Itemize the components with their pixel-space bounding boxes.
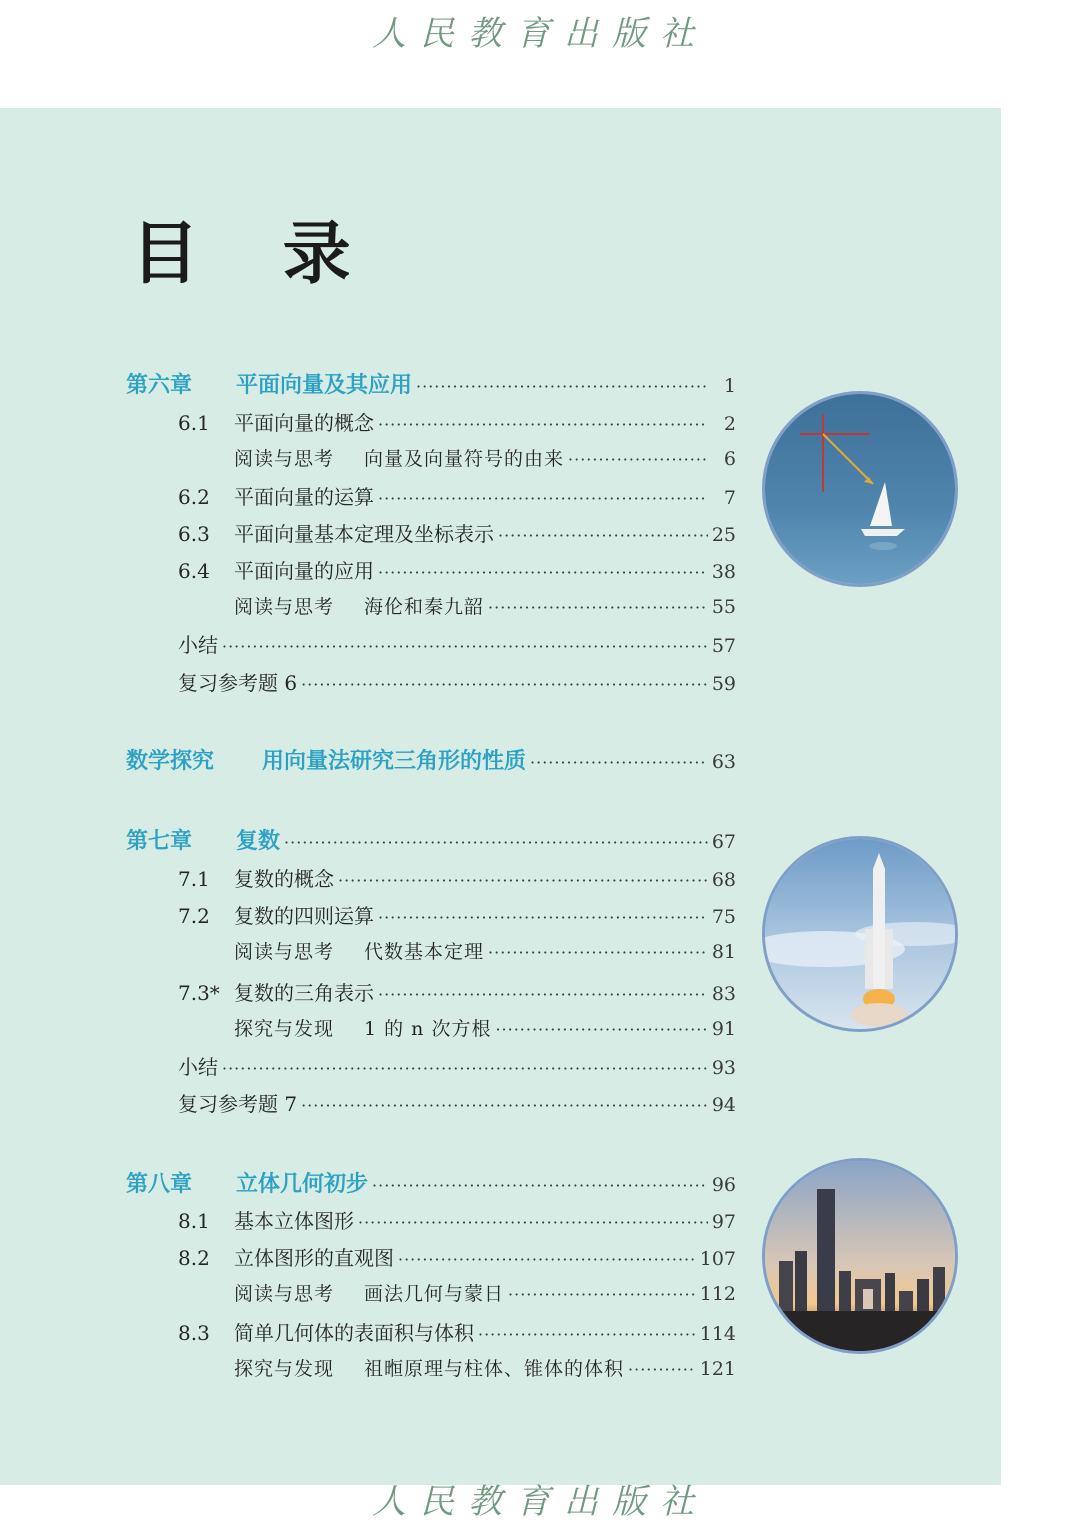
- toc-row-plain[interactable]: [178, 1051, 736, 1080]
- toc-page-number: 1: [723, 375, 736, 397]
- dot-leader: [284, 833, 708, 852]
- toc-entry-label: [178, 977, 374, 1006]
- dot-leader: [508, 1285, 696, 1304]
- toc-entry-label: [178, 900, 374, 929]
- toc-entry-number: 第八章: [126, 1172, 193, 1197]
- toc-page-number: 2: [723, 413, 736, 435]
- toc-entry-tag: 阅读与思考: [234, 596, 335, 618]
- dot-leader: [478, 1325, 696, 1344]
- toc-entry-label: [178, 407, 374, 436]
- toc-entry-label: [178, 1051, 218, 1080]
- toc-entry-label: [126, 1167, 368, 1198]
- toc-entry-title: 基本立体图形: [234, 1209, 354, 1233]
- toc-entry-tag: 探究与发现: [234, 1358, 335, 1380]
- toc-entry-title: 画法几何与蒙日: [364, 1283, 505, 1305]
- toc-page-number: 91: [711, 1018, 736, 1040]
- toc-entry-label: [126, 368, 412, 399]
- dot-leader: [568, 450, 708, 469]
- toc-entry-number: 8.2: [178, 1246, 210, 1270]
- toc-entry-title: 平面向量的概念: [234, 411, 374, 435]
- toc-entry-label: [178, 1317, 474, 1346]
- dot-leader: [301, 675, 708, 694]
- toc-row-section[interactable]: [178, 407, 736, 436]
- toc-row-reading[interactable]: [234, 937, 736, 964]
- dot-leader: [495, 1020, 707, 1039]
- toc-entry-label: [178, 629, 218, 658]
- toc-entry-title: 代数基本定理: [364, 941, 485, 963]
- dot-leader: [378, 415, 708, 434]
- toc-page-number: 121: [699, 1358, 736, 1380]
- toc-entry-title: 平面向量及其应用: [236, 373, 413, 398]
- toc-entry-number: 第七章: [126, 829, 193, 854]
- toc-entry-number: 8.3: [178, 1321, 210, 1345]
- dot-leader: [378, 489, 708, 508]
- toc-row-plain[interactable]: [178, 1088, 736, 1117]
- toc-row-chapter[interactable]: [126, 368, 736, 399]
- toc-entry-label: [234, 1279, 504, 1306]
- toc-row-chapter[interactable]: [126, 824, 736, 855]
- toc-entry-title: 向量及向量符号的由来: [364, 448, 565, 470]
- toc-entry-label: [178, 1088, 297, 1117]
- toc-entry-title: 1 的 n 次方根: [364, 1018, 492, 1040]
- toc-entry-title: 复数的概念: [234, 867, 334, 891]
- toc-row-reading[interactable]: [234, 1354, 736, 1381]
- toc-row-section[interactable]: [178, 518, 736, 547]
- toc-entry-number: 6.2: [178, 485, 210, 509]
- toc-entry-title: 简单几何体的表面积与体积: [234, 1321, 474, 1345]
- toc-entry-label: [234, 592, 484, 619]
- toc-entry-label: [234, 1014, 491, 1041]
- toc-page-number: 83: [711, 983, 736, 1005]
- dot-leader: [378, 908, 708, 927]
- city-skyline-photo: [762, 1158, 958, 1354]
- toc-entry-tag: 阅读与思考: [234, 941, 335, 963]
- toc-entry-title: 平面向量的应用: [234, 559, 374, 583]
- dot-leader: [338, 871, 708, 890]
- dot-leader: [222, 1059, 708, 1078]
- dot-leader: [372, 1176, 708, 1195]
- dot-leader: [358, 1213, 708, 1232]
- toc-page-number: 97: [711, 1211, 736, 1233]
- toc-row-plain[interactable]: [178, 629, 736, 658]
- toc-row-section[interactable]: [178, 555, 736, 584]
- toc-row-chapter[interactable]: [126, 1167, 736, 1198]
- dot-leader: [378, 563, 708, 582]
- toc-entry-number: 6.4: [178, 559, 210, 583]
- toc-entry-label: [178, 481, 374, 510]
- toc-entry-title: 复数的四则运算: [234, 904, 374, 928]
- toc-page-number: 59: [711, 673, 736, 695]
- dot-leader: [498, 526, 708, 545]
- toc-page-number: 112: [699, 1283, 736, 1305]
- toc-page-number: 63: [711, 751, 736, 773]
- toc-entry-title: 小结: [178, 633, 218, 657]
- toc-entry-label: [234, 937, 484, 964]
- toc-page-number: 25: [711, 524, 736, 546]
- toc-entry-title: 立体图形的直观图: [234, 1246, 394, 1270]
- toc-row-section[interactable]: [178, 1317, 736, 1346]
- toc-entry-number: 7.1: [178, 867, 210, 891]
- toc-row-chapter[interactable]: [126, 744, 736, 775]
- dot-leader: [416, 377, 708, 396]
- toc-row-section[interactable]: [178, 1242, 736, 1271]
- toc-page-number: 114: [699, 1323, 736, 1345]
- toc-entry-number: 6.1: [178, 411, 210, 435]
- toc-page-number: 93: [711, 1057, 736, 1079]
- toc-row-section[interactable]: [178, 900, 736, 929]
- toc-entry-label: [234, 1354, 624, 1381]
- toc-row-reading[interactable]: [234, 592, 736, 619]
- toc-row-reading[interactable]: [234, 1014, 736, 1041]
- toc-page-number: 96: [711, 1174, 736, 1196]
- toc-row-section[interactable]: [178, 863, 736, 892]
- dot-leader: [488, 598, 708, 617]
- page-title: 目 录: [131, 214, 381, 294]
- toc-entry-tag: 阅读与思考: [234, 1283, 335, 1305]
- toc-row-reading[interactable]: [234, 444, 736, 471]
- toc-entry-title: 复数: [236, 829, 281, 854]
- toc-entry-number: 第六章: [126, 373, 193, 398]
- toc-page-number: 57: [711, 635, 736, 657]
- toc-page-number: 107: [699, 1248, 736, 1270]
- dot-leader: [378, 985, 708, 1004]
- toc-entry-title: 祖暅原理与柱体、锥体的体积: [364, 1358, 625, 1380]
- toc-row-section[interactable]: [178, 977, 736, 1006]
- toc-row-section[interactable]: [178, 481, 736, 510]
- rocket-launch-photo: [762, 836, 958, 1032]
- dot-leader: [628, 1360, 696, 1379]
- toc-entry-tag: 阅读与思考: [234, 448, 335, 470]
- toc-entry-label: [178, 1242, 394, 1271]
- toc-entry-title: 平面向量的运算: [234, 485, 374, 509]
- toc-page-number: 68: [711, 869, 736, 891]
- toc-row-reading[interactable]: [234, 1279, 736, 1306]
- toc-entry-number: 7.3*: [178, 981, 220, 1005]
- toc-entry-title: 海伦和秦九韶: [364, 596, 485, 618]
- toc-entry-title: 复数的三角表示: [234, 981, 374, 1005]
- publisher-logo-bottom: 人民教育出版社: [372, 1482, 708, 1522]
- toc-entry-number: 7.2: [178, 904, 210, 928]
- toc-entry-label: [178, 1205, 354, 1234]
- publisher-logo-top: 人民教育出版社: [372, 14, 708, 54]
- sailboat-vector-photo: [762, 391, 958, 587]
- toc-entry-label: [178, 863, 334, 892]
- toc-page-number: 75: [711, 906, 736, 928]
- toc-row-plain[interactable]: [178, 667, 736, 696]
- toc-entry-label: [178, 518, 494, 547]
- dot-leader: [398, 1250, 696, 1269]
- toc-entry-title: 用向量法研究三角形的性质: [262, 749, 527, 774]
- toc-entry-label: [126, 824, 280, 855]
- dot-leader: [488, 943, 708, 962]
- toc-page-number: 38: [711, 561, 736, 583]
- toc-entry-label: [178, 555, 374, 584]
- toc-entry-title: 复习参考题 7: [178, 1092, 298, 1116]
- dot-leader: [222, 637, 708, 656]
- toc-page-number: 67: [711, 831, 736, 853]
- toc-entry-title: 小结: [178, 1055, 218, 1079]
- toc-entry-title: 立体几何初步: [236, 1172, 369, 1197]
- toc-page-number: 6: [723, 448, 736, 470]
- dot-leader: [301, 1096, 708, 1115]
- toc-page-number: 55: [711, 596, 736, 618]
- toc-page-number: 94: [711, 1094, 736, 1116]
- toc-entry-label: [178, 667, 297, 696]
- toc-entry-number: 数学探究: [126, 749, 215, 774]
- toc-page-number: 81: [711, 941, 736, 963]
- dot-leader: [530, 753, 708, 772]
- toc-entry-number: 6.3: [178, 522, 210, 546]
- toc-entry-label: [126, 744, 526, 775]
- toc-row-section[interactable]: [178, 1205, 736, 1234]
- toc-page-number: 7: [723, 487, 736, 509]
- toc-entry-tag: 探究与发现: [234, 1018, 335, 1040]
- toc-entry-label: [234, 444, 564, 471]
- toc-entry-number: 8.1: [178, 1209, 210, 1233]
- toc-entry-title: 复习参考题 6: [178, 671, 298, 695]
- toc-entry-title: 平面向量基本定理及坐标表示: [234, 522, 494, 546]
